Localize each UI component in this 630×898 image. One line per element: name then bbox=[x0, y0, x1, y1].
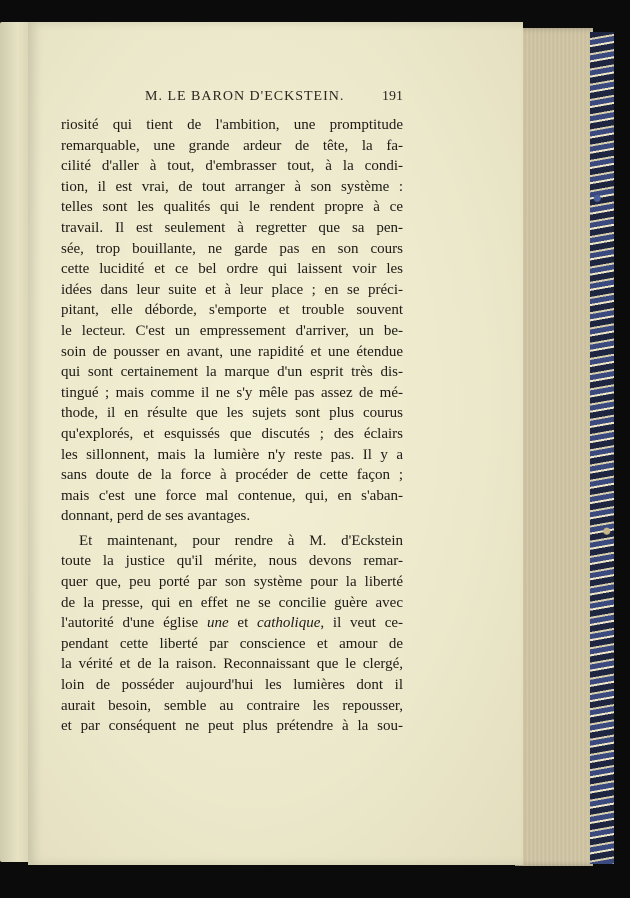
text-line: riosité qui tient de l'ambition, une promptitude bbox=[61, 117, 403, 133]
marbled-cover-edge bbox=[590, 32, 614, 864]
text-line: soin de pousser en avant, une rapidité et une étendue bbox=[61, 343, 403, 360]
paragraph-1 bbox=[61, 115, 403, 527]
page-number: 191 bbox=[382, 89, 403, 104]
text-line: Et maintenant, pour rendre à M. d'Eckstein bbox=[79, 532, 403, 549]
book-binding-left bbox=[0, 22, 30, 862]
text-line: travail. Il est seulement à regretter que sa pen- bbox=[61, 219, 403, 236]
line-segment: l'autorité d'une église bbox=[61, 615, 207, 632]
text-line: tingué ; mais comme il ne s'y mêle pas assez de mé- bbox=[61, 384, 403, 401]
paragraph-2 bbox=[61, 531, 403, 737]
text-line: qui sont certainement la marque d'un esprit très dis- bbox=[61, 364, 403, 381]
text-line: les sillonnent, mais la lumière n'y reste pas. Il y a bbox=[61, 446, 403, 463]
text-line: pendant cette liberté par conscience et amour de bbox=[61, 635, 403, 652]
italic-word: une bbox=[206, 615, 229, 632]
text-line: sans doute de la force à procéder de cette façon ; bbox=[61, 467, 403, 484]
text-line: qu'explorés, et esquissés que discutés ; des éclairs bbox=[61, 425, 403, 442]
text-line: mais c'est une force mal contenue, qui, en s'aban- bbox=[61, 487, 403, 504]
text-line: sée, trop bouillante, ne garde pas en son cours bbox=[61, 240, 403, 257]
line-segment: et bbox=[228, 615, 258, 632]
text-line bbox=[61, 613, 403, 634]
text-line: idées dans leur suite et à leur place ; en se préci- bbox=[61, 281, 403, 298]
line-segment: , il veut ce- bbox=[320, 615, 403, 632]
text-line: cilité d'aller à tout, d'embrasser tout, à la condi- bbox=[61, 158, 403, 175]
text-line: la vérité et de la raison. Reconnaissant que le clergé, bbox=[61, 656, 403, 673]
text-line: pitant, elle déborde, s'emporte et trouble souvent bbox=[61, 302, 403, 319]
text-line: telles sont les qualités qui le rendent propre à ce bbox=[61, 199, 403, 216]
text-line: loin de posséder aujourd'hui les lumières dont il bbox=[61, 677, 403, 694]
text-line: cette lucidité et ce bel ordre qui laissent voir les bbox=[61, 261, 403, 278]
book-page bbox=[28, 22, 523, 865]
italic-word: catholique bbox=[257, 615, 321, 632]
text-line: thode, il en résulte que les sujets sont plus courus bbox=[61, 405, 403, 422]
page-fore-edge bbox=[515, 28, 593, 866]
text-line: aurait besoin, semble au contraire les repousser, bbox=[61, 697, 403, 714]
text-line: remarquable, une grande ardeur de tête, la fa- bbox=[61, 137, 403, 154]
running-head: M. LE BARON D'ECKSTEIN. bbox=[145, 89, 345, 104]
text-line: de la presse, qui en effet ne se concilie guère avec bbox=[61, 594, 403, 611]
text-line: tion, il est vrai, de tout arranger à son système : bbox=[61, 178, 403, 195]
text-line: quer que, peu porté par son système pour la liberté bbox=[61, 574, 403, 591]
text-line: donnant, perd de ses avantages. bbox=[61, 508, 251, 525]
text-line: le lecteur. C'est un empressement d'arriver, un be- bbox=[61, 322, 403, 339]
text-line: toute la justice qu'il mérite, nous devons remar- bbox=[61, 553, 403, 570]
body-text bbox=[61, 115, 403, 737]
text-line: et par conséquent ne peut plus prétendre à la sou- bbox=[61, 718, 403, 735]
